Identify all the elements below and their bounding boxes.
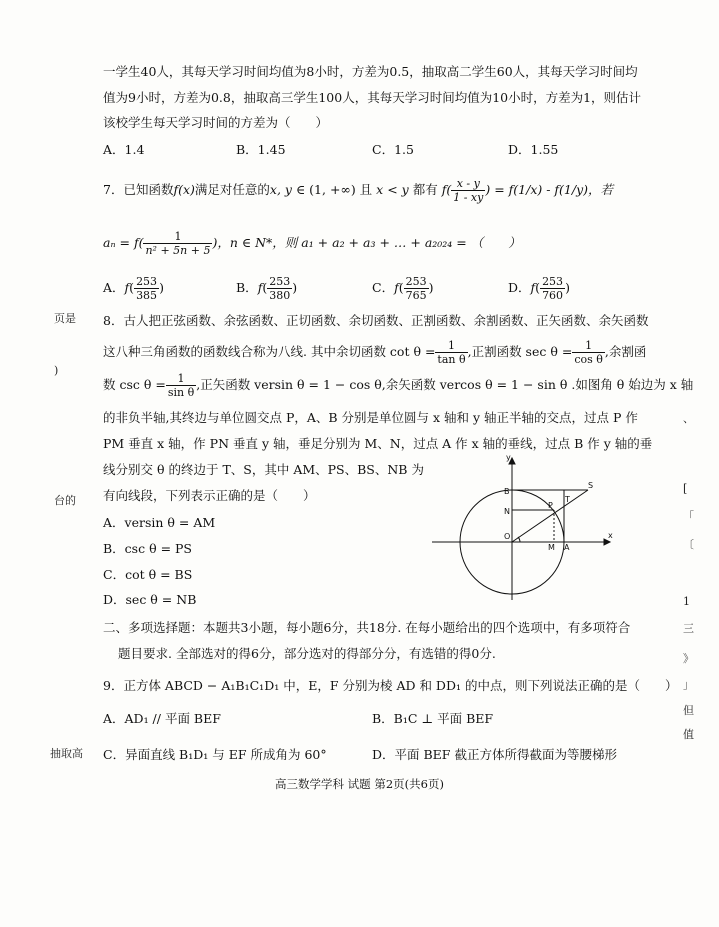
margin-note-4: 抽取高 bbox=[50, 747, 83, 760]
q8-option-a: A．versin θ = AM bbox=[103, 515, 216, 530]
q9-option-b: B．B₁C ⊥ 平面 BEF bbox=[372, 711, 494, 726]
angle-arc bbox=[518, 537, 520, 542]
terminal-side bbox=[512, 490, 588, 542]
margin-note-1: 页是 bbox=[54, 312, 76, 325]
section2-line-2: 题目要求. 全部选对的得6分，部分选对的得部分分，有选错的得0分. bbox=[118, 646, 496, 661]
q7-option-a: A．f( $\frac{253}{385}$ ) bbox=[103, 275, 164, 302]
q8-option-b: B．csc θ = PS bbox=[103, 541, 192, 556]
q8-line-4: 的非负半轴,其终边与单位圆交点 P，A、B 分别是单位圆与 x 轴和 y 轴正半轴的交点，过点 P 作 bbox=[103, 410, 638, 425]
q7-equation-fraction: $\frac{x - y}{1 - xy}$ bbox=[453, 177, 484, 204]
right-mark-10: 值 bbox=[683, 728, 694, 741]
q6-option-b: B．1.45 bbox=[236, 142, 286, 157]
q8-option-c: C．cot θ = BS bbox=[103, 567, 193, 582]
margin-note-3: 台的 bbox=[54, 494, 76, 507]
q8-line-6: 线分别交 θ 的终边于 T、S，其中 AM、PS、BS、NB 为 bbox=[103, 462, 424, 477]
q9-option-c: C．异面直线 B₁D₁ 与 EF 所成角为 60° bbox=[103, 747, 327, 762]
q7-an-fraction: $\frac{1}{\text{n² + 5n + 5}}$ bbox=[145, 230, 211, 257]
label-A: A bbox=[564, 543, 570, 552]
q6-option-d: D．1.55 bbox=[508, 142, 559, 157]
q6-line-1: 一学生40人，其每天学习时间均值为8小时，方差为0.5，抽取高二学生60人，其每天学习时间均 bbox=[103, 64, 638, 79]
label-B: B bbox=[504, 487, 510, 496]
q6-line-3: 该校学生每天学习时间的方差为（ ） bbox=[103, 115, 329, 130]
label-P: P bbox=[548, 501, 553, 510]
q9-stem: 9．正方体 ABCD − A₁B₁C₁D₁ 中，E，F 分别为棱 AD 和 DD₁ 的中点，则下列说法正确的是（ ） bbox=[103, 678, 678, 693]
q6-option-a: A．1.4 bbox=[103, 142, 145, 157]
label-O: O bbox=[504, 532, 511, 541]
margin-note-2: ) bbox=[54, 364, 59, 377]
q6-option-c: C．1.5 bbox=[372, 142, 414, 157]
label-S: S bbox=[588, 481, 594, 490]
right-mark-2: [ bbox=[683, 482, 688, 495]
unit-circle-figure bbox=[430, 452, 615, 602]
label-M: M bbox=[548, 543, 555, 552]
q9-option-a: A．AD₁ // 平面 BEF bbox=[103, 711, 221, 726]
q8-line-5: PM 垂直 x 轴，作 PN 垂直 y 轴，垂足分别为 M、N，过点 A 作 x 轴的垂线，过点 B 作 y 轴的垂 bbox=[103, 436, 653, 451]
page-footer: 高三数学学科 试题 第2页(共6页) bbox=[275, 777, 444, 791]
q8-option-d: D．sec θ = NB bbox=[103, 592, 197, 607]
right-mark-4: 〔 bbox=[683, 538, 694, 551]
label-T: T bbox=[565, 495, 570, 504]
q8-line-3: 数 csc θ = $\frac{1}{\text{sin θ}}$ ,正矢函数 versin θ = 1 − cos θ,余矢函数 vercos θ = 1 − sin θ .如图角 θ 始边为 x 轴 bbox=[103, 372, 694, 399]
right-mark-7: 》 bbox=[683, 652, 694, 665]
q7-stem: 7．已知函数f(x)满足对任意的x, y ∈ (1, +∞) 且 x < y 都有 f( $\frac{x - y}{1 - xy}$ ) = f(1/x) - f(1/y)，若 bbox=[103, 177, 614, 204]
right-mark-9: 但 bbox=[683, 704, 694, 717]
q9-option-d: D．平面 BEF 截正方体所得截面为等腰梯形 bbox=[372, 747, 617, 762]
q7-option-b: B．f( $\frac{253}{380}$ ) bbox=[236, 275, 298, 302]
section2-line-1: 二、多项选择题：本题共3小题，每小题6分，共18分. 在每小题给出的四个选项中，有多项符合 bbox=[103, 620, 631, 635]
right-mark-3: 「 bbox=[683, 510, 694, 523]
q6-line-2: 值为9小时，方差为0.8，抽取高三学生100人，其每天学习时间均值为10小时，方差为1，则估计 bbox=[103, 90, 642, 105]
label-x: x bbox=[608, 531, 613, 540]
right-mark-5: 1 bbox=[683, 595, 690, 608]
right-mark-6: 三 bbox=[683, 622, 694, 635]
q7-option-d: D．f( $\frac{253}{760}$ ) bbox=[508, 275, 570, 302]
q8-line-1: 8．古人把正弦函数、余弦函数、正切函数、余切函数、正割函数、余割函数、正矢函数、余矢函数 bbox=[103, 313, 649, 328]
right-mark-8: 」 bbox=[683, 678, 694, 691]
q8-line-2: 这八种三角函数的函数线合称为八线. 其中余切函数 cot θ = $\frac{1}{\text{tan θ}}$ ,正割函数 sec θ = $\frac{1}{\text{cos θ}}$ ,余割函 bbox=[103, 339, 647, 366]
q7-option-c: C．f( $\frac{253}{765}$ ) bbox=[372, 275, 434, 302]
right-mark-1: 、 bbox=[683, 412, 694, 425]
q7-sequence-definition: aₙ = f( $\frac{1}{\text{n² + 5n + 5}}$ )，n ∈ N*，则 a₁ + a₂ + a₃ + … + a₂₀₂₄ = （ ） bbox=[103, 230, 521, 257]
label-y: y bbox=[506, 453, 511, 462]
q8-line-7: 有向线段，下列表示正确的是（ ） bbox=[103, 488, 316, 503]
label-N: N bbox=[504, 507, 510, 516]
